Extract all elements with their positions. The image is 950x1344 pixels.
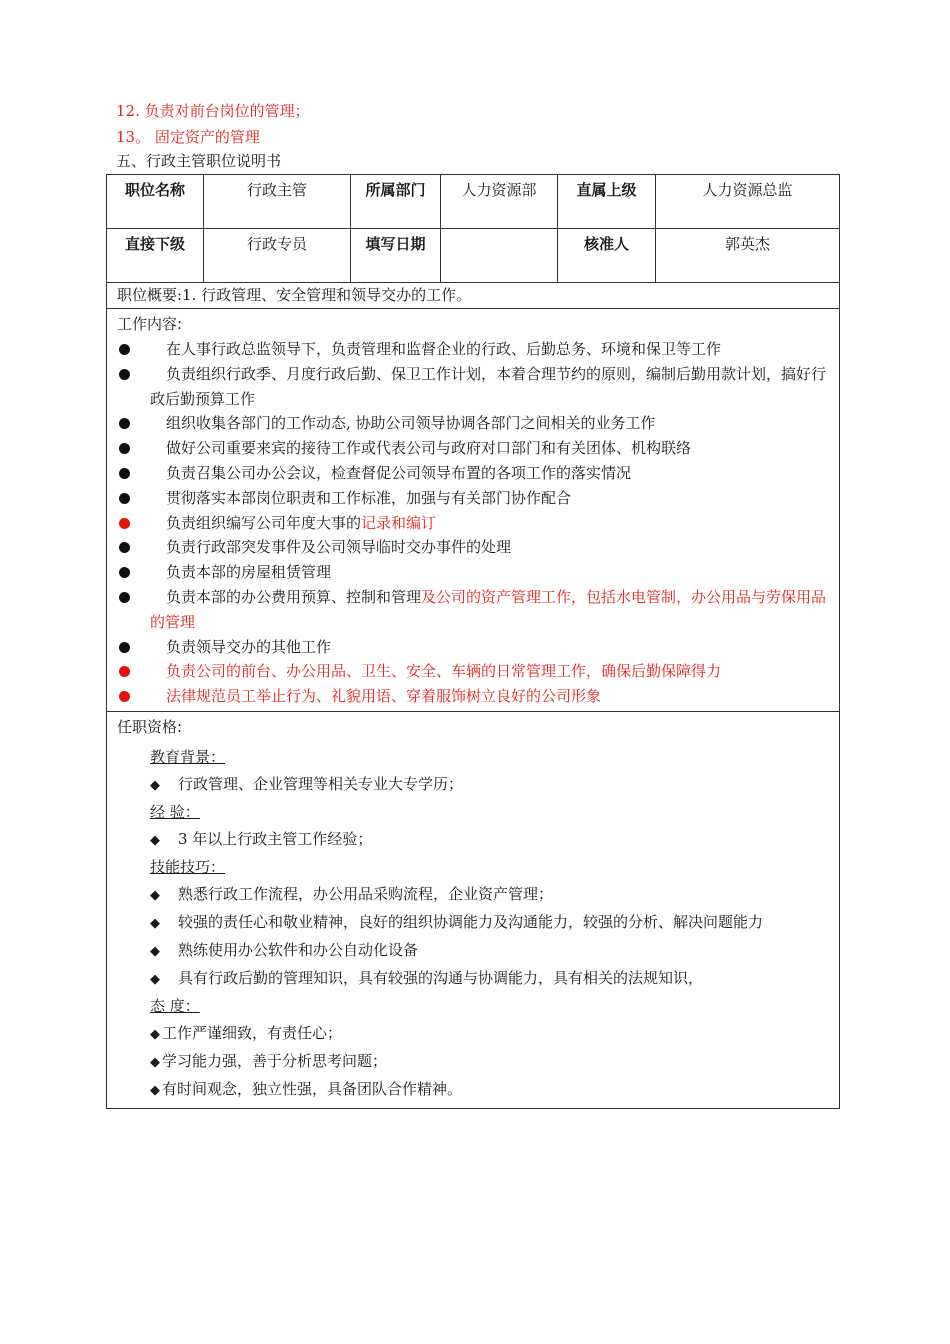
bullet-dot-icon (119, 666, 130, 677)
duty-text: 做好公司重要来宾的接待工作或代表公司与政府对口部门和有关团体、机构联络 (166, 439, 692, 458)
duty-highlight-text: 记录和编订 (361, 513, 437, 532)
duty-item (117, 461, 829, 486)
diamond-bullet-icon: ◆ (150, 887, 160, 903)
bullet-dot-icon (119, 443, 130, 454)
subordinate-value: 行政专员 (204, 229, 351, 283)
bullet-dot-icon (119, 567, 130, 578)
subordinate-label: 直接下级 (107, 229, 204, 283)
bullet-dot-icon (119, 542, 130, 553)
duty-text: 负责本部的房屋租赁管理 (166, 563, 332, 582)
bullet-dot-icon (119, 518, 130, 529)
qualifications-row (107, 711, 840, 1108)
job-description-table (106, 174, 840, 1109)
header-row-2 (107, 229, 840, 283)
preface-line-13: 13。 固定资产的管理 (116, 128, 260, 146)
dept-label: 所属部门 (351, 175, 441, 229)
duty-item (117, 659, 829, 684)
summary-text: 职位概要:1. 行政管理、安全管理和领导交办的工作。 (107, 283, 840, 309)
bullet-dot-icon (119, 642, 130, 653)
duty-item (117, 585, 829, 635)
duty-highlight-text: 及公司的资产管理工作，包括水电管制，办公用品与劳保用品的管理 (150, 587, 827, 631)
duty-highlight-text: 负责公司的前台、办公用品、卫生、安全、车辆的日常管理工作，确保后勤保障得力 (166, 662, 722, 681)
attitude-item: ◆ 有时间观念，独立性强，具备团队合作精神。 (150, 1076, 829, 1104)
dept-value: 人力资源部 (441, 175, 558, 229)
superior-label: 直属上级 (558, 175, 656, 229)
summary-row (107, 283, 840, 309)
diamond-bullet-icon: ◆ (150, 915, 160, 931)
duty-item (117, 635, 829, 660)
duties-cell (107, 309, 840, 712)
superior-value: 人力资源总监 (656, 175, 840, 229)
duty-item (117, 411, 829, 436)
date-label: 填写日期 (351, 229, 441, 283)
qualifications-title: 任职资格: (117, 717, 183, 736)
section-title: 五、行政主管职位说明书 (116, 152, 282, 170)
duty-text: 负责召集公司办公会议，检查督促公司领导布置的各项工作的落实情况 (166, 463, 632, 482)
duty-text: 负责组织编写公司年度大事的 (166, 513, 362, 532)
bullet-dot-icon (119, 493, 130, 504)
qualifications-cell (107, 711, 840, 1108)
duty-item (117, 535, 829, 560)
attitude-label: 态 度： (150, 996, 200, 1015)
bullet-dot-icon (119, 344, 130, 355)
duty-text: 负责行政部突发事件及公司领导临时交办事件的处理 (166, 538, 512, 557)
bullet-dot-icon (119, 691, 130, 702)
duties-row (107, 309, 840, 712)
education-label: 教育背景： (150, 747, 226, 766)
attitude-item: ◆ 工作严谨细致，有责任心； (150, 1020, 829, 1048)
position-name-value: 行政主管 (204, 175, 351, 229)
diamond-bullet-icon: ◆ (150, 1026, 160, 1042)
skills-label: 技能技巧： (150, 857, 226, 876)
approver-label: 核准人 (558, 229, 656, 283)
skill-list (117, 881, 829, 993)
attitude-item: ◆ 学习能力强，善于分析思考问题； (150, 1048, 829, 1076)
experience-item: ◆ 3 年以上行政主管工作经验； (150, 826, 829, 854)
duty-item (117, 436, 829, 461)
diamond-bullet-icon: ◆ (150, 971, 160, 987)
duty-text: 在人事行政总监领导下，负责管理和监督企业的行政、后勤总务、环境和保卫等工作 (166, 340, 722, 358)
duty-item (117, 362, 829, 412)
diamond-bullet-icon: ◆ (150, 1082, 160, 1098)
duty-text: 负责领导交办的其他工作 (166, 637, 332, 656)
skill-item: ◆ 熟练使用办公软件和办公自动化设备 (150, 937, 829, 965)
diamond-bullet-icon: ◆ (150, 1054, 160, 1070)
duties-title: 工作内容: (117, 315, 183, 333)
experience-label: 经 验： (150, 802, 200, 821)
duty-item (117, 511, 829, 536)
approver-value: 郭英杰 (656, 229, 840, 283)
bullet-dot-icon (119, 468, 130, 479)
diamond-bullet-icon: ◆ (150, 832, 160, 848)
duty-item (117, 486, 829, 511)
education-item: ◆ 行政管理、企业管理等相关专业大专学历； (150, 771, 829, 799)
attitude-list (117, 1020, 829, 1104)
bullet-dot-icon (119, 369, 130, 380)
bullet-dot-icon (119, 418, 130, 429)
duty-text: 负责组织行政季、月度行政后勤、保卫工作计划，本着合理节约的原则，编制后勤用款计划，搞好行政后勤预算工作 (150, 364, 827, 408)
bullet-dot-icon (119, 592, 130, 603)
header-row-1 (107, 175, 840, 229)
duty-item (117, 337, 829, 362)
duty-text: 组织收集各部门的工作动态, 协助公司领导协调各部门之间相关的业务工作 (166, 414, 656, 433)
skill-item: ◆ 熟悉行政工作流程，办公用品采购流程，企业资产管理； (150, 881, 829, 909)
duty-item (117, 560, 829, 585)
skill-item: ◆ 具有行政后勤的管理知识，具有较强的沟通与协调能力，具有相关的法规知识， (150, 965, 829, 993)
diamond-bullet-icon: ◆ (150, 777, 160, 793)
duty-highlight-text: 法律规范员工举止行为、礼貌用语、穿着服饰树立良好的公司形象 (166, 687, 602, 706)
duty-text: 贯彻落实本部岗位职责和工作标准，加强与有关部门协作配合 (166, 488, 572, 507)
position-name-label: 职位名称 (107, 175, 204, 229)
skill-item: ◆ 较强的责任心和敬业精神，良好的组织协调能力及沟通能力，较强的分析、解决问题能力 (150, 909, 829, 937)
diamond-bullet-icon: ◆ (150, 943, 160, 959)
duty-text: 负责本部的办公费用预算、控制和管理 (166, 587, 422, 606)
duty-item (117, 684, 829, 709)
duty-list (117, 337, 829, 709)
preface-line-12: 12. 负责对前台岗位的管理； (116, 102, 310, 120)
date-value (441, 229, 558, 283)
